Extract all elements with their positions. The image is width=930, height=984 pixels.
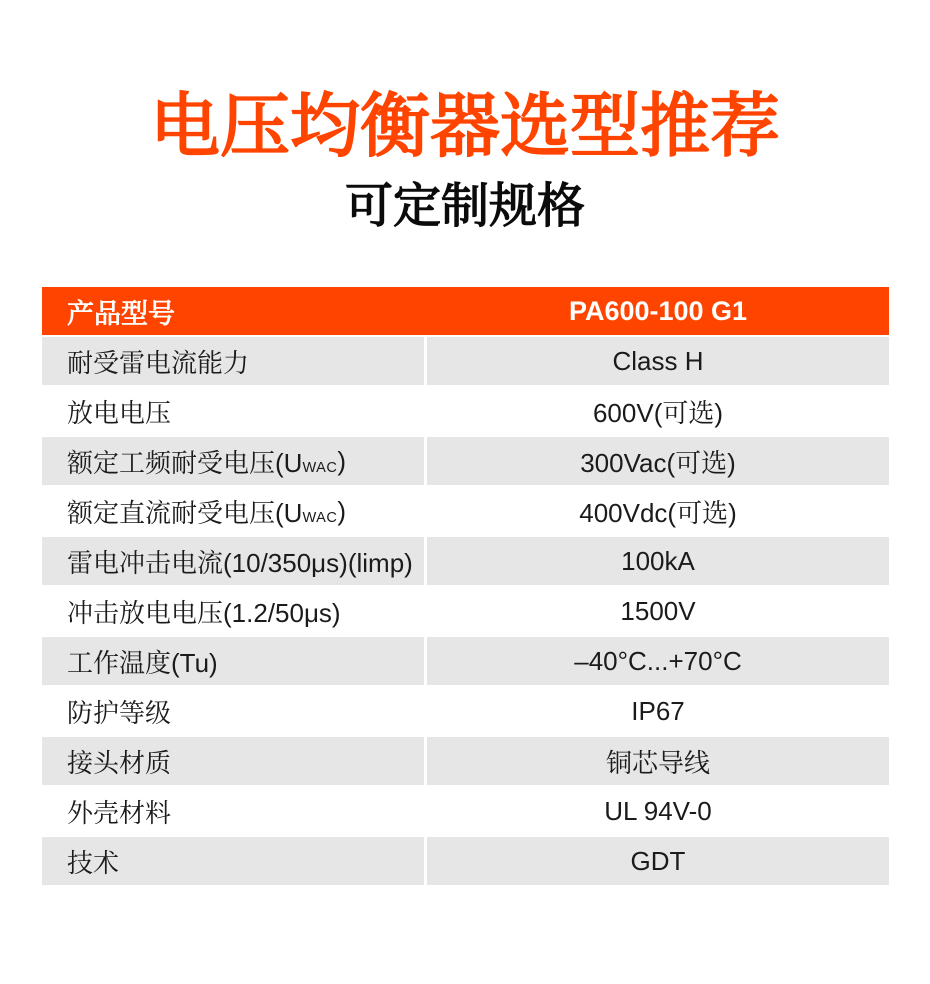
- page-subtitle: 可定制规格: [344, 180, 585, 233]
- spec-value: Class H: [427, 337, 889, 385]
- table-row: [42, 587, 889, 635]
- spec-value: –40°C...+70°C: [427, 637, 889, 685]
- table-row: [42, 537, 889, 585]
- page-title: 电压均衡器选型推荐: [150, 87, 780, 165]
- spec-value: 600V(可选): [427, 387, 889, 435]
- header-product-label: 产品型号: [42, 287, 424, 335]
- spec-label: 技术: [42, 837, 424, 885]
- table-row: [42, 787, 889, 835]
- spec-label: 冲击放电电压(1.2/50μs): [42, 587, 424, 635]
- spec-label: 外壳材料: [42, 787, 424, 835]
- table-row: [42, 837, 889, 885]
- table-row: [42, 487, 889, 535]
- table-header-row: [42, 287, 889, 335]
- spec-value: 1500V: [427, 587, 889, 635]
- spec-label: 额定直流耐受电压(U WAC ): [42, 487, 424, 535]
- spec-value: IP67: [427, 687, 889, 735]
- spec-value: 400Vdc(可选): [427, 487, 889, 535]
- table-row: [42, 387, 889, 435]
- spec-value: 300Vac(可选): [427, 437, 889, 485]
- table-row: [42, 637, 889, 685]
- spec-label: 额定工频耐受电压(U WAC ): [42, 437, 424, 485]
- spec-label: 接头材质: [42, 737, 424, 785]
- table-row: [42, 337, 889, 385]
- spec-label: 雷电冲击电流(10/350μs)(limp): [42, 537, 424, 585]
- spec-value: GDT: [427, 837, 889, 885]
- table-row: [42, 687, 889, 735]
- spec-value: 100kA: [427, 537, 889, 585]
- spec-label: 工作温度(Tu): [42, 637, 424, 685]
- spec-value: UL 94V-0: [427, 787, 889, 835]
- spec-value: 铜芯导线: [427, 737, 889, 785]
- table-body: [42, 337, 889, 885]
- spec-label: 放电电压: [42, 387, 424, 435]
- table-row: [42, 437, 889, 485]
- spec-table: [42, 287, 889, 885]
- header-product-value: PA600-100 G1: [427, 287, 889, 335]
- spec-label: 防护等级: [42, 687, 424, 735]
- table-row: [42, 737, 889, 785]
- spec-label: 耐受雷电流能力: [42, 337, 424, 385]
